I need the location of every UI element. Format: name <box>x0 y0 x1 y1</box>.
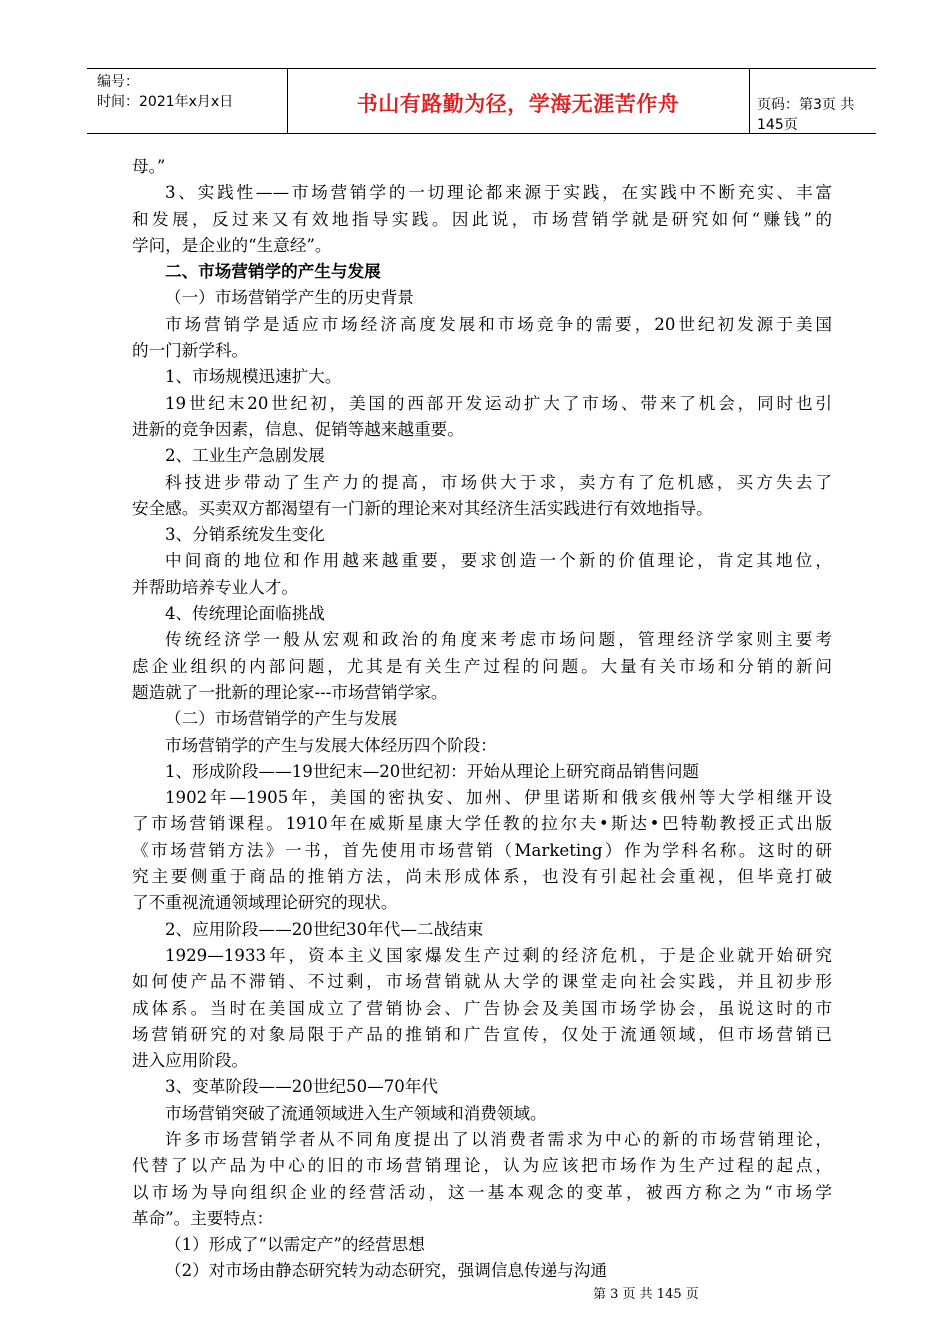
body-text-line: 成体系。当时在美国成立了营销协会、广告协会及美国市场学协会，虽说这时的市 <box>132 998 832 1018</box>
body-text-line: （2）对市场由静态研究转为动态研究，强调信息传递与沟通 <box>165 1261 607 1281</box>
body-text-line: 学问，是企业的“生意经”。 <box>132 235 332 255</box>
body-text-line: 3、实践性——市场营销学的一切理论都来源于实践，在实践中不断充实、丰富 <box>165 183 832 203</box>
body-text-line: 传统经济学一般从宏观和政治的角度来考虑市场问题，管理经济学家则主要考 <box>165 630 832 650</box>
body-text-line: 1902年—1905年，美国的密执安、加州、伊里诺斯和俄亥俄州等大学相继开设 <box>165 788 832 808</box>
body-text-line: 1929—1933年，资本主义国家爆发生产过剩的经济危机，于是企业就开始研究 <box>165 945 832 965</box>
motto-text: 书山有路勤为径，学海无涯苦作舟 <box>356 92 680 116</box>
body-text-line: 的一门新学科。 <box>132 341 249 361</box>
document-body <box>132 154 832 1285</box>
body-text-line: 和发展，反过来又有效地指导实践。因此说，市场营销学就是研究如何“赚钱”的 <box>132 209 832 229</box>
body-text-line: （一）市场营销学产生的历史背景 <box>165 288 414 308</box>
body-text-line: 了不重视流通领域理论研究的现状。 <box>132 893 398 913</box>
body-text-line: 革命”。主要特点： <box>132 1208 274 1228</box>
body-text-line: 19世纪末20世纪初，美国的西部开发运动扩大了市场、带来了机会，同时也引 <box>165 393 832 413</box>
body-text-line: 进入应用阶段。 <box>132 1051 249 1071</box>
body-text-line: 2、工业生产急剧发展 <box>165 446 325 466</box>
body-text-line: 市场营销学是适应市场经济高度发展和市场竞争的需要，20世纪初发源于美国 <box>165 314 832 334</box>
header-motto-cell <box>287 69 750 133</box>
body-text-line: （1）形成了“以需定产”的经营思想 <box>165 1235 425 1255</box>
body-text-line: 市场营销学的产生与发展大体经历四个阶段： <box>165 735 497 755</box>
body-text-line: 1、市场规模迅速扩大。 <box>165 367 342 387</box>
body-text-line: 场营销研究的对象局限于产品的推销和广告宣传，仅处于流通领域，但市场营销已 <box>132 1024 832 1044</box>
body-text-line: 许多市场营销学者从不同角度提出了以消费者需求为中心的新的市场营销理论， <box>165 1129 832 1149</box>
body-text-line: 安全感。买卖双方都渴望有一门新的理论来对其经济生活实践进行有效地指导。 <box>132 498 713 518</box>
page-info: 页码：第3页 共145页 <box>757 97 855 133</box>
header-info-cell <box>87 69 288 133</box>
body-text-line: 3、变革阶段——20世纪50—70年代 <box>165 1077 439 1097</box>
body-text-line: 题造就了一批新的理论家---市场营销学家。 <box>132 682 448 702</box>
body-text-line: 究主要侧重于商品的推销方法，尚未形成体系，也没有引起社会重视，但毕竟打破 <box>132 867 832 887</box>
body-text-line: 代替了以产品为中心的旧的市场营销理论，认为应该把市场作为生产过程的起点， <box>132 1156 832 1176</box>
body-text-line: 以市场为导向组织企业的经营活动，这一基本观念的变革，被西方称之为“市场学 <box>132 1182 832 1202</box>
number-label: 编号： <box>97 74 139 90</box>
footer-page-number: 第 3 页 共 145 页 <box>593 1287 699 1302</box>
time-label: 时间：2021年x月x日 <box>97 94 234 110</box>
body-text-line: 进新的竞争因素，信息、促销等越来越重要。 <box>132 419 464 439</box>
body-text-line: 并帮助培养专业人才。 <box>132 577 298 597</box>
body-text-line: 2、应用阶段——20世纪30年代—二战结束 <box>165 919 484 939</box>
body-text-line: 《市场营销方法》一书，首先使用市场营销（Marketing）作为学科名称。这时的研 <box>132 840 832 860</box>
body-text-line: 科技进步带动了生产力的提高，市场供大于求，卖方有了危机感，买方失去了 <box>165 472 832 492</box>
document-header <box>87 68 876 134</box>
body-text-line: 市场营销突破了流通领域进入生产领域和消费领域。 <box>165 1103 547 1123</box>
body-text-line: 1、形成阶段——19世纪末—20世纪初：开始从理论上研究商品销售问题 <box>165 761 700 781</box>
body-text-line: 了市场营销课程。1910年在威斯星康大学任教的拉尔夫•斯达•巴特勒教授正式出版 <box>132 814 832 834</box>
header-page-cell <box>749 69 876 133</box>
body-text-line: 中间商的地位和作用越来越重要，要求创造一个新的价值理论，肯定其地位， <box>165 551 832 571</box>
body-text-line: （二）市场营销学的产生与发展 <box>165 709 398 729</box>
body-text-line: 4、传统理论面临挑战 <box>165 604 325 624</box>
body-text-line: 虑企业组织的内部问题，尤其是有关生产过程的问题。大量有关市场和分销的新问 <box>132 656 832 676</box>
body-text-line: 如何使产品不滞销、不过剩，市场营销就从大学的课堂走向社会实践，并且初步形 <box>132 972 832 992</box>
body-text-line: 母。” <box>132 157 166 176</box>
section-heading: 二、市场营销学的产生与发展 <box>165 262 381 282</box>
body-text-line: 3、分销系统发生变化 <box>165 525 325 545</box>
